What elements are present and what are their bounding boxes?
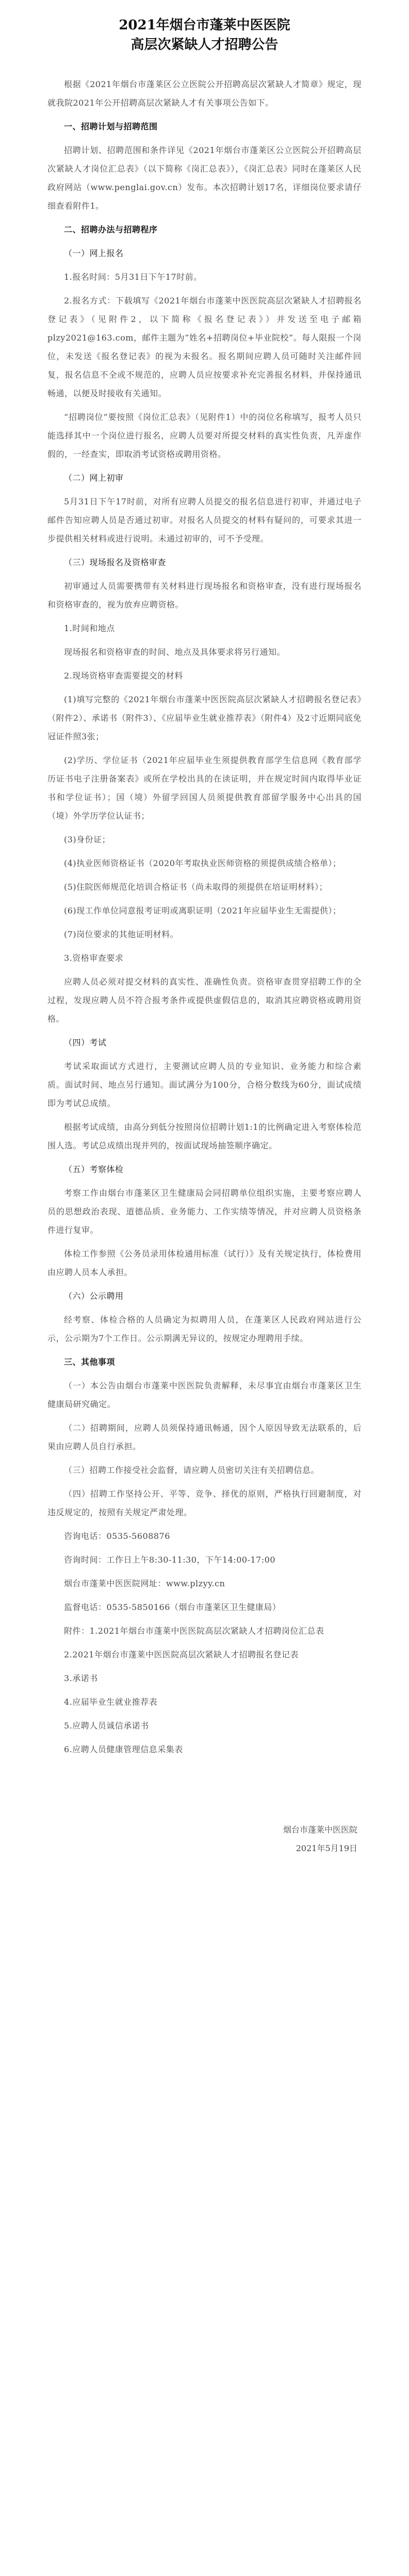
paragraph: 2.报名方式：下载填写《2021年烟台市蓬莱中医医院高层次紧缺人才招聘报名登记表》（见附件2，以下简称《报名登记表》）并发送至电子邮箱plzy2021@163.com，邮件主题为“姓名+招聘岗位+毕业院校”。每人限报一个岗位，未发送《报名登记表》的视为未报名。报名期间应聘人员可随时关注邮件回复，报名信息不全或不规范的，应聘人员应按要求补充完善报名材料，并保持通讯畅通，以便及时接收有关通知。 bbox=[47, 296, 362, 398]
signature-block bbox=[47, 1821, 362, 1858]
paragraph: 考察工作由烟台市蓬莱区卫生健康局会同招聘单位组织实施，主要考察应聘人员的思想政治表现、道德品质、业务能力、工作实绩等情况，并对应聘人员资格条件进行复审。 bbox=[47, 1188, 362, 1235]
paragraph: 根据《2021年烟台市蓬莱区公立医院公开招聘高层次紧缺人才简章》规定，现就我院2021年公开招聘高层次紧缺人才有关事项公告如下。 bbox=[47, 79, 362, 108]
subsection-heading: （五）考察体检 bbox=[64, 1164, 124, 1174]
subsection-heading: （二）网上初审 bbox=[64, 473, 124, 483]
paragraph: 5月31日下午17时前，对所有应聘人员提交的报名信息进行初审，并通过电子邮件告知应聘人员是否通过初审。对报名人员提交的材料有疑问的，可要求其进一步提供相关材料或进行说明。未通过初审的，可不予受理。 bbox=[47, 497, 362, 544]
paragraph: 考试采取面试方式进行，主要测试应聘人员的专业知识、业务能力和综合素质。面试时间、地点另行通知。面试满分为100分，合格分数线为60分，面试成绩即为考试总成绩。 bbox=[47, 1061, 362, 1108]
paragraph: (4)执业医师资格证书（2020年考取执业医师资格的须提供成绩合格单）； bbox=[64, 858, 341, 868]
paragraph: 3.承诺书 bbox=[64, 1673, 98, 1683]
paragraph: 2.2021年烟台市蓬莱中医医院高层次紧缺人才招聘报名登记表 bbox=[64, 1650, 299, 1659]
section-heading: 一、招聘计划与招聘范围 bbox=[64, 122, 158, 131]
paragraph: 咨询电话：0535-5608876 bbox=[64, 1531, 170, 1541]
paragraph: 监督电话：0535-5850166（烟台市蓬莱区卫生健康局） bbox=[64, 1602, 281, 1612]
paragraph: 初审通过人员需要携带有关材料进行现场报名和资格审查，没有进行现场报名和资格审查的，视为放弃应聘资格。 bbox=[47, 581, 362, 609]
title-line-2: 高层次紧缺人才招聘公告 bbox=[130, 37, 279, 53]
paragraph: (1)填写完整的《2021年烟台市蓬莱中医医院高层次紧缺人才招聘报名登记表》（附件2）、承诺书（附件3）、《应届毕业生就业推荐表》（附件4）及2寸近期同底免冠证件照3张； bbox=[47, 694, 362, 741]
paragraph: (2)学历、学位证书（2021年应届毕业生须提供教育部学生信息网《教育部学历证书电子注册备案表》或所在学校出具的在读证明，并在规定时间内取得毕业证书和学位证书）；国（境）外留学回国人员须提供教育部留学服务中心出具的国（境）外学历学位认证书； bbox=[47, 755, 362, 821]
paragraph: 2.现场资格审查需要提交的材料 bbox=[64, 671, 183, 681]
paragraph: 咨询时间：工作日上午8:30-11:30，下午14:00-17:00 bbox=[64, 1555, 276, 1565]
paragraph: 4.应届毕业生就业推荐表 bbox=[64, 1697, 158, 1707]
title-line-1: 2021年烟台市蓬莱中医医院 bbox=[119, 18, 290, 33]
paragraph: (5)住院医师规范化培训合格证书（尚未取得的须提供在培证明材料）； bbox=[64, 882, 328, 892]
paragraph: (3)身份证； bbox=[64, 835, 111, 844]
paragraph: 6.应聘人员健康管理信息采集表 bbox=[64, 1744, 183, 1754]
paragraph: （四）招聘工作坚持公开、平等、竞争、择优的原则，严格执行回避制度，对违反规定的，按照有关规定严肃处理。 bbox=[47, 1489, 362, 1517]
subsection-heading: （六）公示聘用 bbox=[64, 1291, 124, 1301]
paragraph: 现场报名和资格审查的时间、地点及具体要求将另行通知。 bbox=[64, 647, 286, 657]
paragraph: （二）招聘期间，应聘人员须保持通讯畅通，因个人原因导致无法联系的，后果由应聘人员自行承担。 bbox=[47, 1423, 362, 1451]
section-heading: 二、招聘办法与招聘程序 bbox=[64, 225, 158, 234]
paragraph: （一）本公告由烟台市蓬莱中医医院负责解释，未尽事宜由烟台市蓬莱区卫生健康局研究确定。 bbox=[47, 1381, 362, 1409]
paragraph: (7)岗位要求的其他证明材料。 bbox=[64, 929, 179, 939]
section-heading: 三、其他事项 bbox=[64, 1357, 116, 1367]
paragraph: (6)现工作单位同意报考证明或离职证明（2021年应届毕业生无需提供）； bbox=[64, 906, 341, 916]
paragraph: 体检工作参照《公务员录用体检通用标准（试行）》及有关规定执行，体检费用由应聘人员本人承担。 bbox=[47, 1249, 362, 1277]
paragraph: “招聘岗位”要按照《岗位汇总表》（见附件1）中的岗位名称填写，报考人员只能选择其中一个岗位进行报名，应聘人员要对所提交材料的真实性负责，凡弄虚作假的，一经查实，即取消考试资格或聘用资格。 bbox=[47, 412, 362, 459]
subsection-heading: （三）现场报名及资格审查 bbox=[64, 557, 167, 567]
subsection-heading: （一）网上报名 bbox=[64, 248, 124, 258]
paragraph: 根据考试成绩，由高分到低分按照岗位招聘计划1:1的比例确定进入考察体检范围人选。考试总成绩出现并列的，按面试现场抽签顺序确定。 bbox=[47, 1122, 362, 1150]
document-body bbox=[47, 75, 362, 1759]
signature-org: 烟台市蓬莱中医医院 bbox=[283, 1825, 357, 1835]
paragraph: 招聘计划、招聘范围和条件详见《2021年烟台市蓬莱区公立医院公开招聘高层次紧缺人才岗位汇总表》（以下简称《岗汇总表》），《岗汇总表》同时在蓬莱区人民政府网站（www.penglai.gov.cn）发布。本次招聘计划17名，详细岗位要求请仔细查看附件1。 bbox=[47, 145, 362, 211]
paragraph: （三）招聘工作接受社会监督，请应聘人员密切关注有关招聘信息。 bbox=[64, 1465, 320, 1475]
paragraph: 1.时间和地点 bbox=[64, 623, 115, 633]
paragraph: 3.资格审查要求 bbox=[64, 953, 124, 963]
paragraph: 5.应聘人员诚信承诺书 bbox=[64, 1721, 149, 1731]
page-title bbox=[47, 15, 362, 55]
paragraph: 烟台市蓬莱中医医院网址：www.plzyy.cn bbox=[64, 1579, 225, 1588]
paragraph: 经考察、体检合格的人员确定为拟聘用人员，在蓬莱区人民政府网站进行公示，公示期为7个工作日。公示期满无异议的，按规定办理聘用手续。 bbox=[47, 1315, 362, 1343]
subsection-heading: （四）考试 bbox=[64, 1038, 107, 1047]
signature-date: 2021年5月19日 bbox=[296, 1843, 357, 1853]
paragraph: 1.报名时间：5月31日下午17时前。 bbox=[64, 272, 202, 282]
paragraph: 应聘人员必须对提交材料的真实性、准确性负责。资格审查贯穿招聘工作的全过程，发现应聘人员不符合报考条件或提供虚假信息的，取消其应聘资格或聘用资格。 bbox=[47, 977, 362, 1024]
paragraph: 附件：1.2021年烟台市蓬莱中医医院高层次紧缺人才招聘岗位汇总表 bbox=[64, 1626, 324, 1636]
